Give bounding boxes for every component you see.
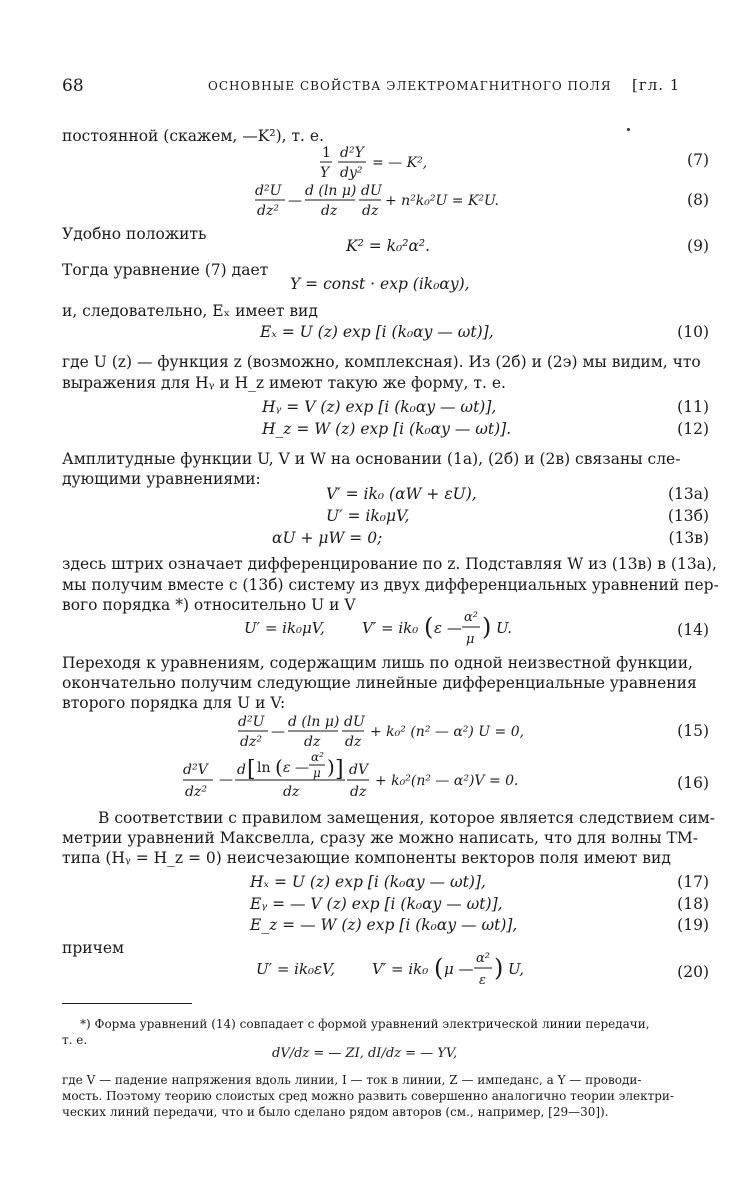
text-line: типа (Hᵧ = H_z = 0) неисчезающие компоненты векторов поля имеют вид xyxy=(62,849,671,867)
svg-text:Y: Y xyxy=(320,165,330,181)
svg-text:): ) xyxy=(494,954,504,982)
eq-number-20: (20) xyxy=(677,963,709,981)
svg-text:α²: α² xyxy=(476,951,490,966)
svg-text:d: d xyxy=(237,762,246,778)
svg-text:—: — xyxy=(288,193,302,209)
svg-text:dz: dz xyxy=(350,784,367,800)
equation-13b: U′ = ik₀μV, xyxy=(326,507,410,525)
equation-Y: Y = const · exp (ik₀αy), xyxy=(290,275,470,293)
svg-text:dz: dz xyxy=(283,784,300,800)
equation-19: E_z = — W (z) exp [i (k₀αy — ωt)], xyxy=(250,916,518,934)
svg-text:V′ = ik₀: V′ = ik₀ xyxy=(372,960,429,978)
svg-text:dz²: dz² xyxy=(257,203,279,219)
eq-number-10: (10) xyxy=(677,323,709,341)
svg-text:U′ = ik₀εV,: U′ = ik₀εV, xyxy=(256,960,336,978)
svg-text:—: — xyxy=(219,772,233,788)
svg-text:dz²: dz² xyxy=(185,784,207,800)
text-line: мы получим вместе с (13б) систему из двух дифференциальных уравнений пер- xyxy=(62,576,719,594)
text-line: и, следовательно, Eₓ имеет вид xyxy=(62,302,318,320)
equation-12: H_z = W (z) exp [i (k₀αy — ωt)]. xyxy=(262,420,512,438)
running-title: ОСНОВНЫЕ СВОЙСТВА ЭЛЕКТРОМАГНИТНОГО ПОЛЯ xyxy=(208,79,612,93)
svg-text:ε —: ε — xyxy=(283,760,309,776)
svg-text:μ: μ xyxy=(466,632,475,647)
eq-number-15: (15) xyxy=(677,722,709,740)
text-line: постоянной (скажем, —K²), т. е. xyxy=(62,127,325,145)
svg-text:α²: α² xyxy=(311,750,324,764)
svg-text:(: ( xyxy=(275,755,283,779)
svg-text:): ) xyxy=(327,755,335,779)
text-line: причем xyxy=(62,939,125,957)
svg-text:d (ln μ): d (ln μ) xyxy=(288,714,340,730)
equation-14 xyxy=(244,607,544,653)
ink-speck xyxy=(627,128,630,131)
eq-number-13c: (13в) xyxy=(668,529,709,547)
footnote-line: т. е. xyxy=(62,1033,88,1047)
svg-text:d²U: d²U xyxy=(238,714,265,730)
eq-number-12: (12) xyxy=(677,420,709,438)
text-line: метрии уравнений Максвелла, сразу же можно написать, что для волны ТМ- xyxy=(62,829,698,847)
svg-text:dU: dU xyxy=(361,183,382,199)
svg-text:α²: α² xyxy=(464,610,478,625)
equation-20 xyxy=(256,948,556,994)
footnote-equation: dV/dz = — ZI, dI/dz = — YV, xyxy=(272,1046,458,1061)
equation-16 xyxy=(183,752,543,808)
text-line: В соответствии с правилом замещения, которое является следствием сим- xyxy=(98,809,715,827)
equation-9: K² = k₀²α². xyxy=(346,237,431,255)
svg-text:d (ln μ): d (ln μ) xyxy=(305,183,357,199)
equation-17: Hₓ = U (z) exp [i (k₀αy — ωt)], xyxy=(250,873,486,891)
svg-text:+ k₀²(n² — α²)V = 0.: + k₀²(n² — α²)V = 0. xyxy=(375,773,519,789)
svg-text:= — K²,: = — K², xyxy=(372,155,428,171)
eq-number-16: (16) xyxy=(677,774,709,792)
svg-text:]: ] xyxy=(335,757,344,782)
text-line: дующими уравнениями: xyxy=(62,470,261,488)
svg-text:ln: ln xyxy=(257,760,271,776)
svg-text:μ —: μ — xyxy=(444,960,474,978)
svg-text:+ k₀² (n² — α²) U = 0,: + k₀² (n² — α²) U = 0, xyxy=(370,724,525,740)
svg-text:μ: μ xyxy=(313,766,321,780)
svg-text:ε —: ε — xyxy=(434,619,462,637)
svg-text:dz: dz xyxy=(345,734,362,750)
eq-number-7: (7) xyxy=(687,151,709,169)
text-line: выражения для Hᵧ и H_z имеют такую же форму, т. е. xyxy=(62,374,506,392)
svg-text:U,: U, xyxy=(508,960,525,978)
equation-13a: V′ = ik₀ (αW + εU), xyxy=(326,485,477,503)
chapter-label: [гл. 1 xyxy=(632,76,681,94)
text-line: Переходя к уравнениям, содержащим лишь по одной неизвестной функции, xyxy=(62,654,693,672)
eq-number-8: (8) xyxy=(687,191,709,209)
text-line: Тогда уравнение (7) дает xyxy=(62,261,269,279)
equation-18: Eᵧ = — V (z) exp [i (k₀αy — ωt)], xyxy=(250,895,503,913)
svg-text:(: ( xyxy=(424,613,434,641)
footnote-line: ческих линий передачи, что и было сделано рядом авторов (см., например, [29—30]). xyxy=(62,1105,609,1119)
eq-number-19: (19) xyxy=(677,916,709,934)
eq-number-14: (14) xyxy=(677,621,709,639)
footnote-rule xyxy=(62,1003,192,1004)
equation-11: Hᵧ = V (z) exp [i (k₀αy — ωt)], xyxy=(262,398,497,416)
equation-10: Eₓ = U (z) exp [i (k₀αy — ωt)], xyxy=(260,323,494,341)
svg-text:—: — xyxy=(271,724,285,740)
eq-number-13a: (13а) xyxy=(667,485,709,503)
footnote-line: мость. Поэтому теорию слоистых сред можно развить совершенно аналогично теории электри- xyxy=(62,1089,674,1103)
svg-text:d²U: d²U xyxy=(255,183,282,199)
svg-text:dy²: dy² xyxy=(340,165,363,181)
equation-13c: αU + μW = 0; xyxy=(272,529,383,547)
page-number: 68 xyxy=(62,76,84,96)
text-line: вого порядка *) относительно U и V xyxy=(62,596,356,614)
svg-text:d²V: d²V xyxy=(183,762,208,778)
eq-number-9: (9) xyxy=(687,237,709,255)
svg-text:dz: dz xyxy=(362,203,379,219)
eq-number-13b: (13б) xyxy=(667,507,709,525)
svg-text:1: 1 xyxy=(322,145,331,161)
svg-text:ε: ε xyxy=(479,973,486,988)
text-line: окончательно получим следующие линейные дифференциальные уравнения xyxy=(62,674,697,692)
svg-text:dz: dz xyxy=(321,203,338,219)
svg-text:d²Y: d²Y xyxy=(340,145,364,161)
text-line: второго порядка для U и V: xyxy=(62,694,286,712)
svg-text:dU: dU xyxy=(344,714,365,730)
text-line: где U (z) — функция z (возможно, комплексная). Из (2б) и (2э) мы видим, что xyxy=(62,353,701,371)
svg-text:dz: dz xyxy=(304,734,321,750)
text-line: здесь штрих означает дифференцирование по z. Подставляя W из (13в) в (13а), xyxy=(62,555,717,573)
text-line: Удобно положить xyxy=(62,225,207,243)
svg-text:[: [ xyxy=(247,757,256,782)
eq-number-11: (11) xyxy=(677,398,709,416)
svg-text:): ) xyxy=(482,613,492,641)
equation-8 xyxy=(255,181,535,225)
svg-text:U.: U. xyxy=(496,619,513,637)
footnote-line: *) Форма уравнений (14) совпадает с формой уравнений электрической линии передачи, xyxy=(80,1017,650,1031)
footnote-line: где V — падение напряжения вдоль линии, I — ток в линии, Z — импеданс, а Y — проводи- xyxy=(62,1073,642,1087)
svg-text:V′ = ik₀: V′ = ik₀ xyxy=(362,619,419,637)
svg-text:dV: dV xyxy=(349,762,369,778)
svg-text:U′ = ik₀μV,: U′ = ik₀μV, xyxy=(244,619,325,637)
text-line: Амплитудные функции U, V и W на основании (1а), (2б) и (2в) связаны сле- xyxy=(62,450,681,468)
svg-text:dz²: dz² xyxy=(240,734,262,750)
eq-number-17: (17) xyxy=(677,873,709,891)
svg-text:+ n²k₀²U = K²U.: + n²k₀²U = K²U. xyxy=(385,193,499,209)
svg-text:(: ( xyxy=(434,954,444,982)
eq-number-18: (18) xyxy=(677,895,709,913)
equation-15 xyxy=(238,712,558,756)
